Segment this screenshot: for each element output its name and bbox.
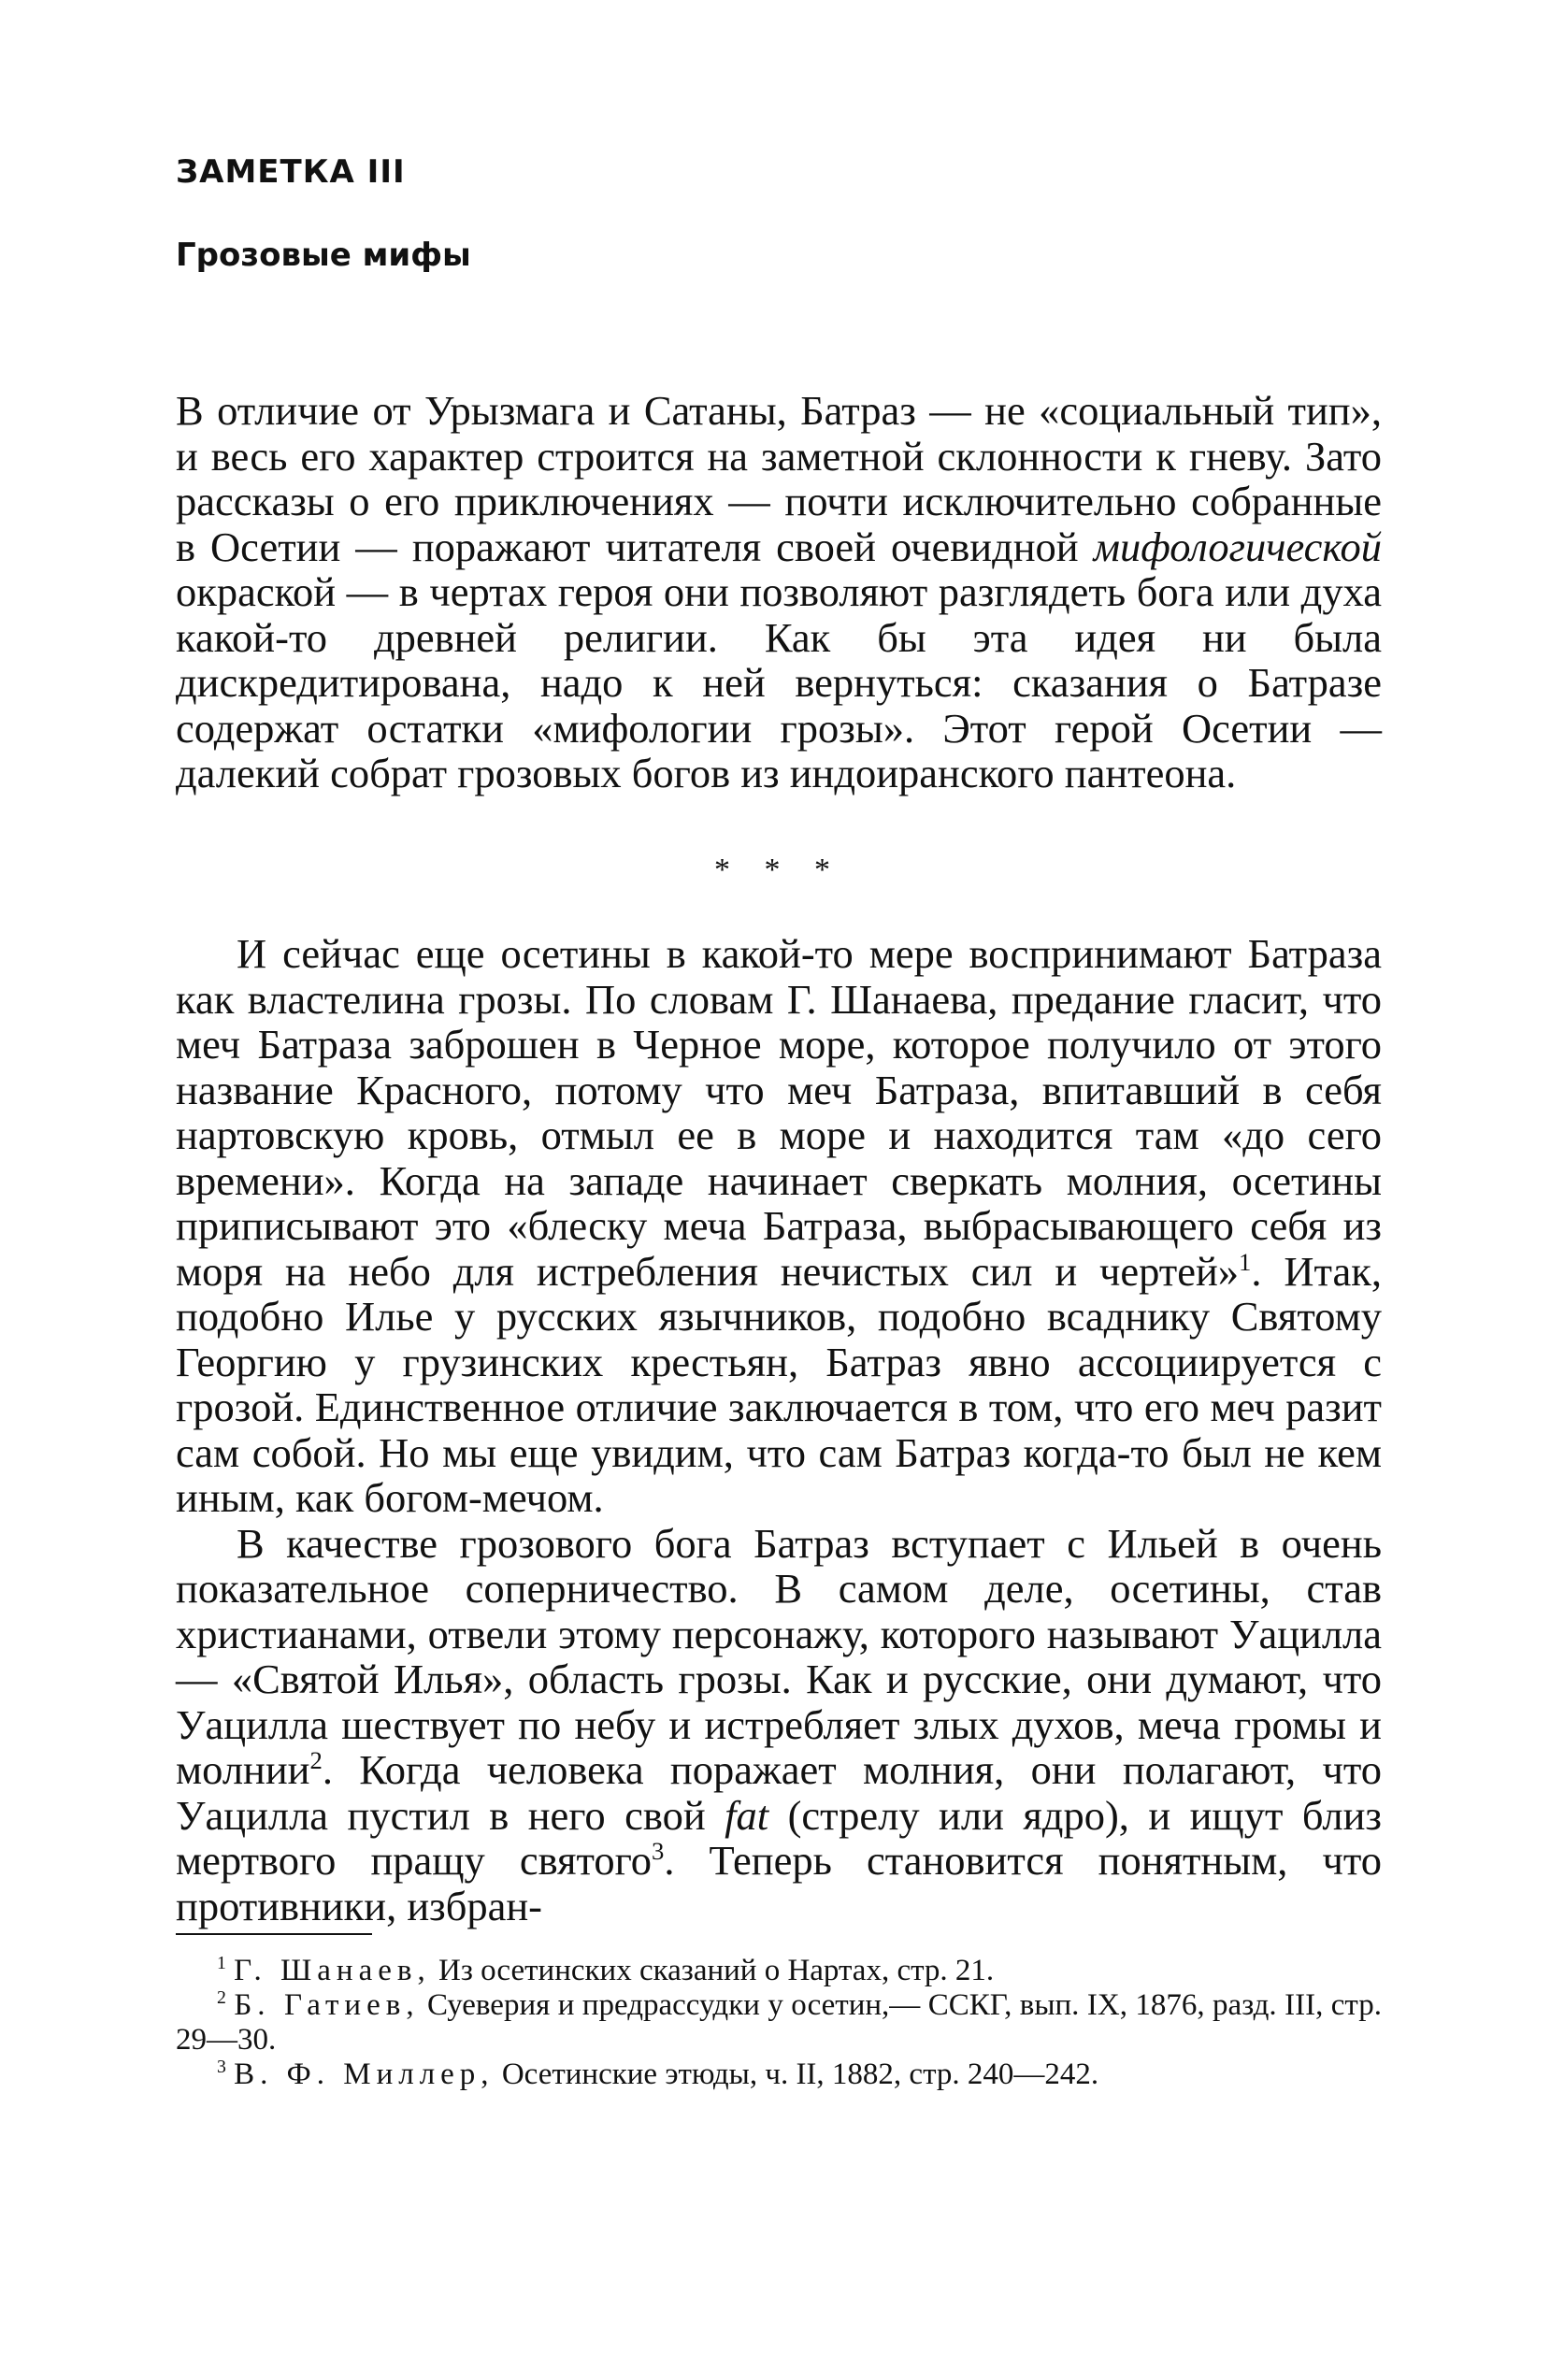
footnotes (176, 1954, 1382, 2092)
intro-text-2: окраской — в чертах героя они позволяют разглядеть бога или духа какой-то древней религии. Как бы эта идея ни была дискредитирована, надо к ней вернуться: сказания о Батразе содержат остатки «мифологии грозы». Этот герой Осетии — далекий собрат грозовых богов из индоиранского пантеона. (176, 568, 1382, 796)
p2-text-3: (стрелу или ядро), и ищут близ мертвого пращу святого (176, 1791, 1382, 1884)
p2-text-2: . Когда человека поражает молния, они полагают, что Уацилла пустил в него свой (176, 1746, 1382, 1839)
footnote-text: Осетинские этюды, ч. II, 1882, стр. 240—242. (494, 2057, 1099, 2091)
p2-text-4: . Теперь становится понятным, что противники, избран- (176, 1837, 1382, 1929)
p1-text-2: . Итак, подобно Илье у русских язычников, подобно всаднику Святому Георгию у грузинских крестьян, Батраз явно ассоциируется с грозой. Единственное отличие заключается в том, что его меч разит сам собой. Но мы еще увидим, что сам Батраз когда-то был не кем иным, как богом-мечом. (176, 1247, 1382, 1521)
footnote-text: Из осетинских сказаний о Нартах, стр. 21. (430, 1954, 995, 1987)
footnote-divider (176, 1933, 372, 1935)
intro-text-1: В отличие от Урызмага и Сатаны, Батраз — не «социальный тип», и весь его характер строится на заметной склонности к гневу. Зато рассказы о его приключениях — почти исключительно собранные в Осетии — поражают читателя своей очевидной (176, 387, 1382, 570)
footnote-1 (176, 1954, 1382, 1988)
p2-text-1: В качестве грозового бога Батраз вступает с Ильей в очень показательное соперничество. В самом деле, осетины, став христианами, отвели этому персонажу, которого называют Уацилла — «Святой Илья», область грозы. Как и русские, они думают, что Уацилла шествует по небу и истребляет злых духов, меча громы и молнии (176, 1519, 1382, 1793)
footnote-mark: 1 (217, 1953, 226, 1973)
paragraph-2 (176, 1521, 1382, 1929)
intro-block (176, 388, 1382, 796)
main-text (176, 931, 1382, 1928)
p2-emphasis: fat (725, 1791, 769, 1839)
paragraph-1 (176, 931, 1382, 1521)
footnote-author: Г. Шанаев, (234, 1954, 431, 1987)
section-label: ЗАМЕТКА III (176, 153, 406, 191)
footnote-ref-2[interactable]: 2 (309, 1746, 323, 1775)
intro-paragraph (176, 388, 1382, 796)
footnote-2 (176, 1988, 1382, 2057)
p1-text-1: И сейчас еще осетины в какой-то мере воспринимают Батраза как властелина грозы. По словам Г. Шанаева, предание гласит, что меч Батраза заброшен в Черное море, которое получило от этого название Красного, потому что меч Батраза, впитавший в себя нартовскую кровь, отмыл ее в море и находится там «до сего времени». Когда на западе начинает сверкать молния, осетины приписывают это «блеску меча Батраза, выбрасывающего себя из моря на небо для истребления нечистых сил и чертей» (176, 930, 1382, 1295)
footnote-ref-3[interactable]: 3 (652, 1837, 665, 1866)
section-separator: * * * (714, 853, 843, 887)
footnote-author: Б. Гатиев, (234, 1988, 420, 2022)
footnote-author: В. Ф. Миллер, (234, 2057, 495, 2091)
section-title: Грозовые мифы (176, 237, 471, 274)
intro-emphasis: мифологической (1093, 523, 1382, 570)
footnote-mark: 2 (217, 1987, 226, 2008)
footnote-text: Суеверия и предрассудки у осетин,— ССКГ, вып. IX, 1876, разд. III, стр. 29—30. (176, 1988, 1382, 2057)
footnote-ref-1[interactable]: 1 (1239, 1247, 1252, 1276)
footnote-3 (176, 2057, 1382, 2092)
footnote-mark: 3 (217, 2057, 226, 2077)
